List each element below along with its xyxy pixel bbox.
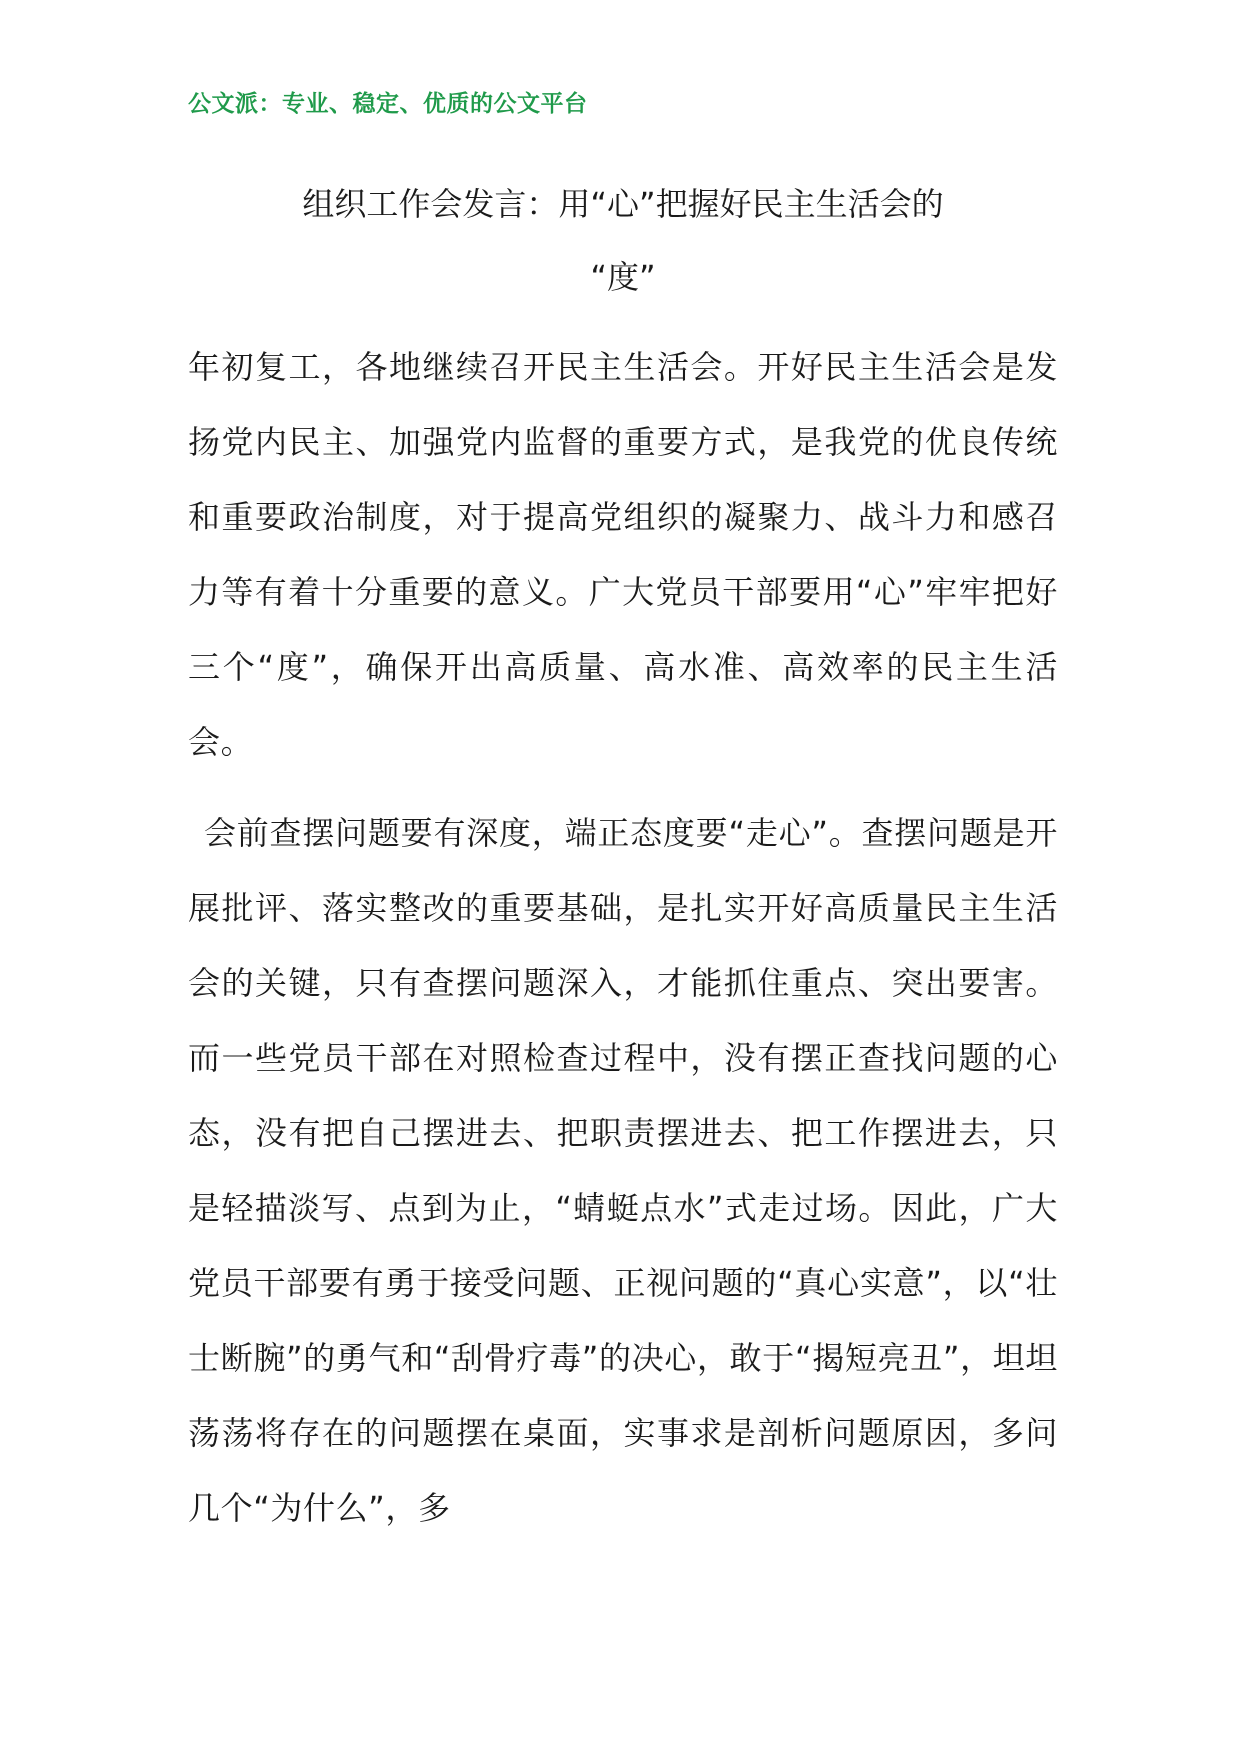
title-line-1: 组织工作会发言：用“心”把握好民主生活会的 [302,185,944,223]
paragraph-pre-meeting: 会前查摆问题要有深度，端正态度要“走心”。查摆问题是开展批评、落实整改的重要基础，是扎实开好高质量民主生活会的关键，只有查摆问题深入，才能抓住重点、突出要害。而一些党员干部在对照检查过程中，没有摆正查找问题的心态，没有把自己摆进去、把职责摆进去、把工作摆进去，只是轻描淡写、点到为止，“蜻蜓点水”式走过场。因此，广大党员干部要有勇于接受问题、正视问题的“真心实意”，以“壮士断腕”的勇气和“刮骨疗毒”的决心，敢于“揭短亮丑”，坦坦荡荡将存在的问题摆在桌面，实事求是剖析问题原因，多问几个“为什么”，多 [188,814,1058,1527]
document-body [188,330,1058,1546]
document-title [188,168,1058,314]
title-line-2: “度” [590,258,656,296]
paragraph-intro: 年初复工，各地继续召开民主生活会。开好民主生活会是发扬党内民主、加强党内监督的重要方式，是我党的优良传统和重要政治制度，对于提高党组织的凝聚力、战斗力和感召力等有着十分重要的意义。广大党员干部要用“心”牢牢把好三个“度”，确保开出高质量、高水准、高效率的民主生活会。 [188,348,1058,761]
header-brand-text: 公文派：专业、稳定、优质的公文平台 [188,91,588,117]
